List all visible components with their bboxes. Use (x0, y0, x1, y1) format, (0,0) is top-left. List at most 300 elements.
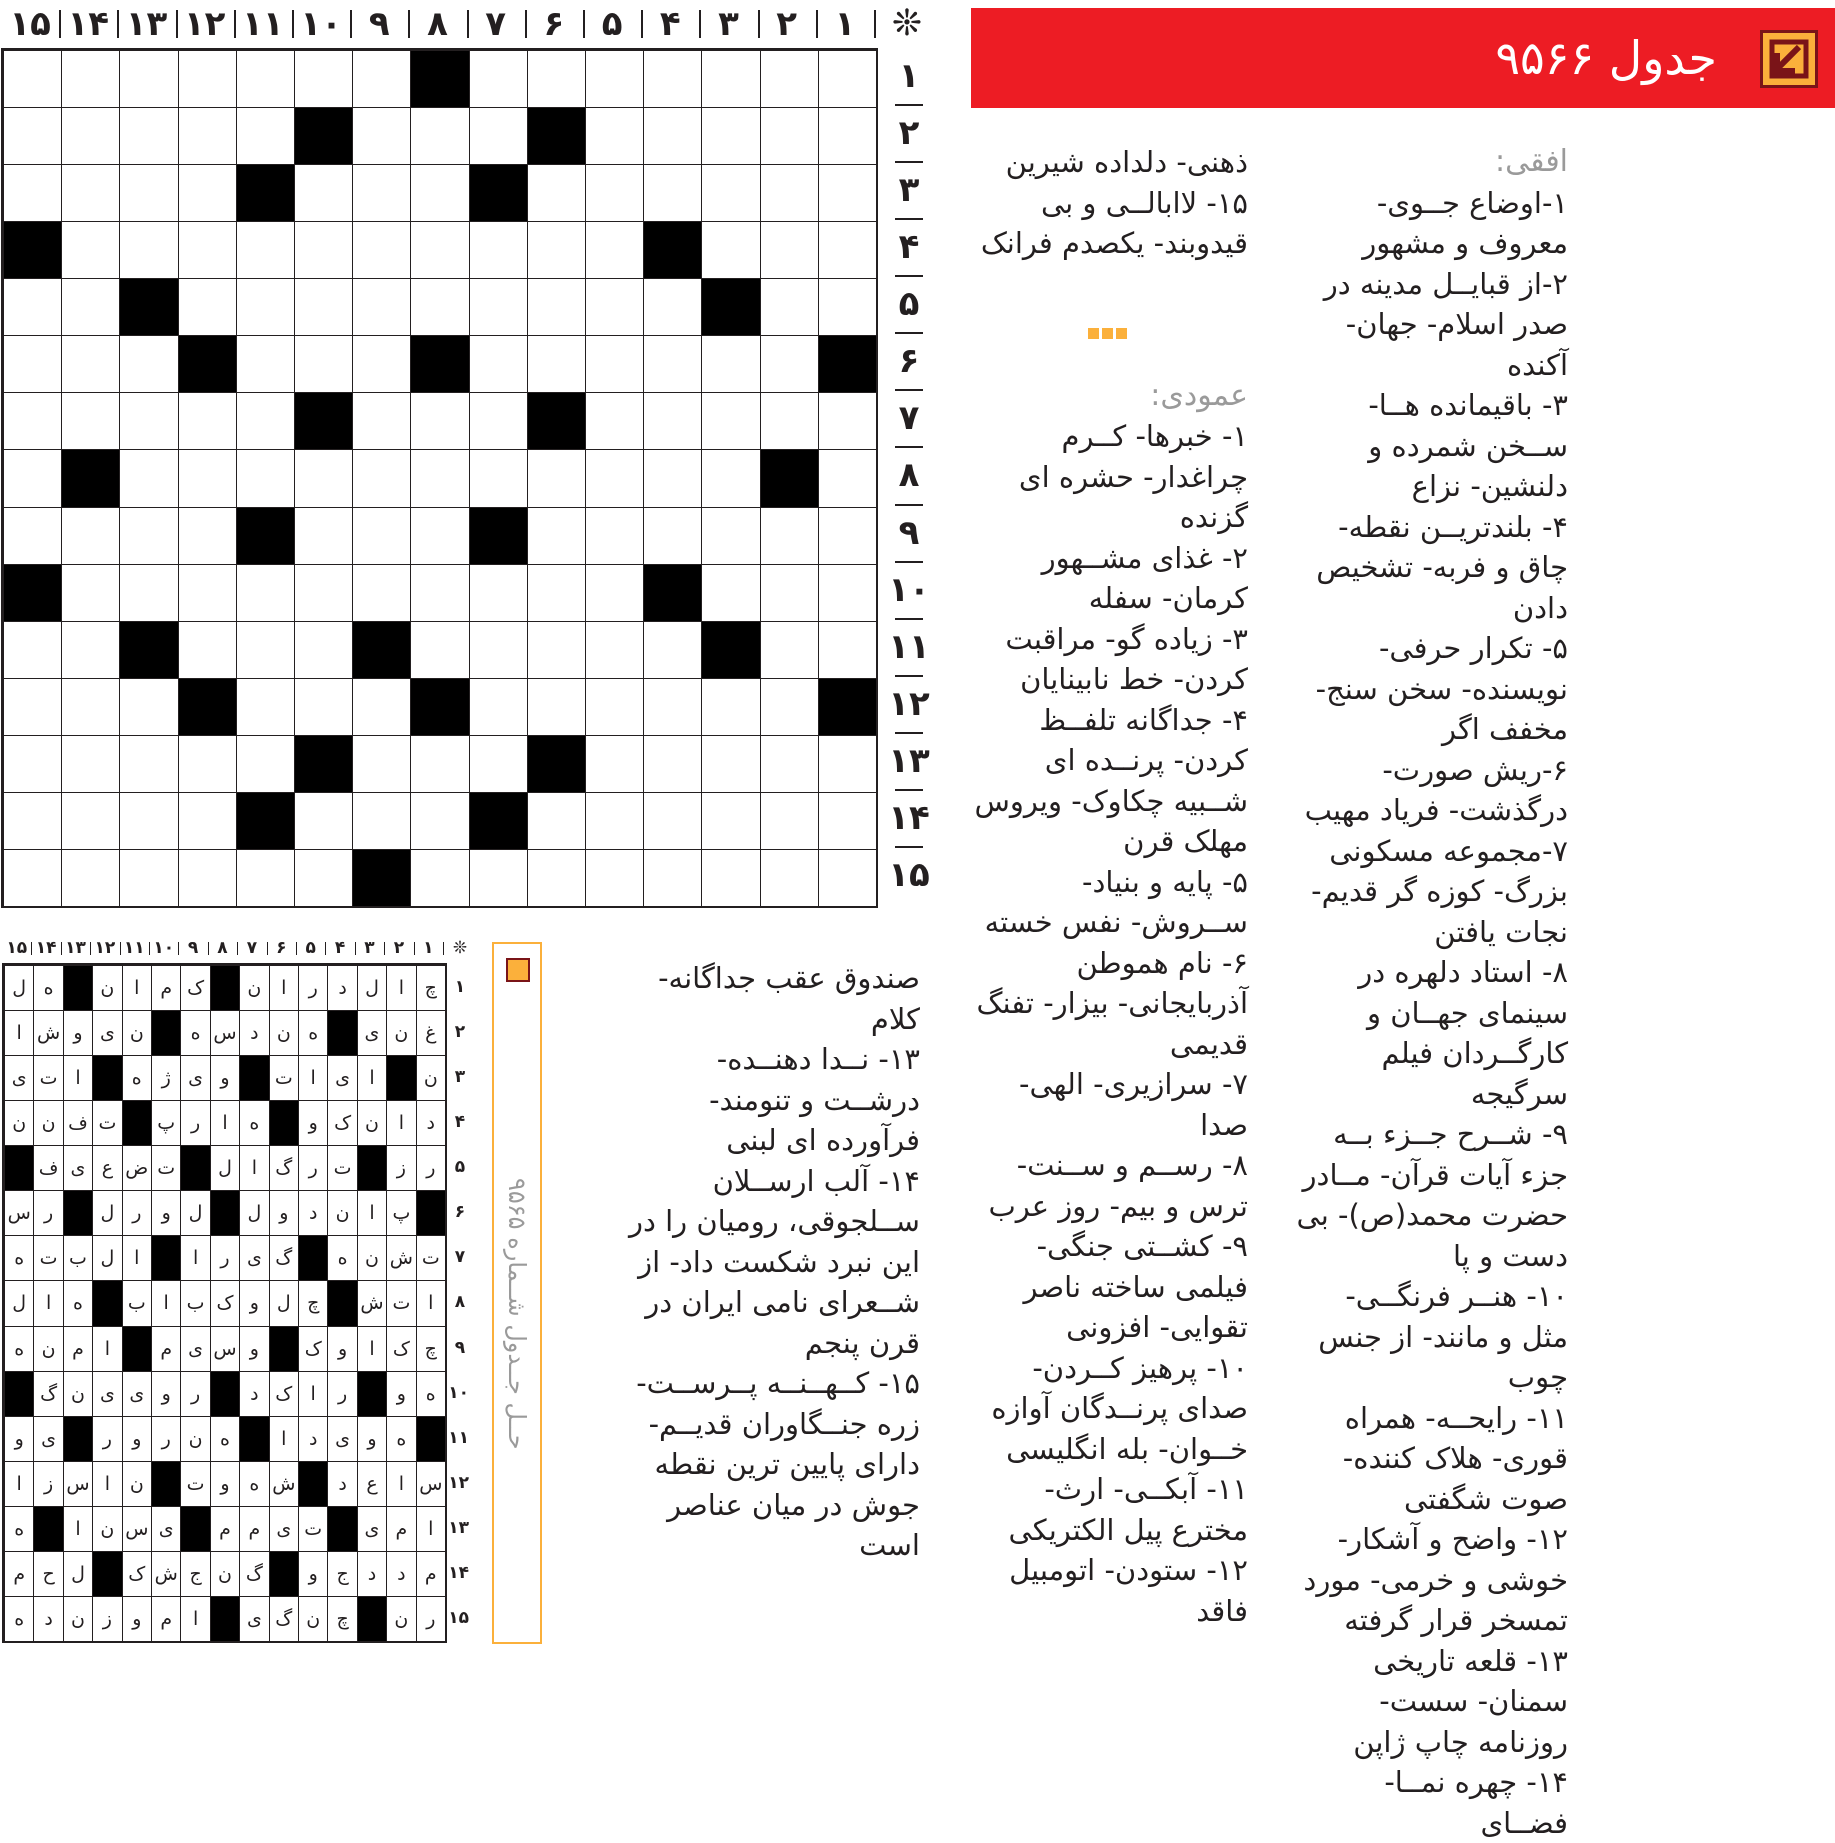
solution-cell: ی (180, 1055, 210, 1101)
grid-cell (178, 221, 237, 279)
grid-cell (352, 678, 411, 736)
solution-cell: و (298, 1100, 328, 1146)
across-clue: ۱۳- قلعه تاریخی سمنان- سست- روزنامه چاپ ژاپن (1296, 1641, 1568, 1763)
solution-cell: ل (239, 1190, 269, 1236)
solution-cell: ل (63, 1551, 93, 1597)
grid-cell (527, 678, 586, 736)
grid-cell (294, 792, 353, 850)
solution-cell: د (239, 1371, 269, 1417)
solution-cell: گ (239, 1551, 269, 1597)
down-clue: ۱۳- نــدا دهنــده- درشــت و تنومند- فرآورده ای لبنی (612, 1039, 920, 1161)
grid-cell (3, 449, 62, 507)
grid-cell (294, 335, 353, 393)
solution-cell: ا (33, 1280, 63, 1326)
solution-row-number: ۸ (451, 1280, 469, 1325)
grid-cell (818, 221, 877, 279)
grid-cell (701, 678, 760, 736)
solution-cell: ی (63, 1145, 93, 1191)
solution-cell: ه (122, 1055, 152, 1101)
column-separator (292, 10, 294, 38)
solution-cell: و (122, 1416, 152, 1462)
solution-black-cell (4, 1145, 34, 1191)
across-clue: ۶-ریش صورت- درگذشت- فریاد مهیب (1296, 750, 1568, 831)
row-separator (895, 846, 923, 848)
solution-cell: س (122, 1506, 152, 1552)
column-separator (699, 10, 701, 38)
grid-cell (585, 164, 644, 222)
solution-column-number: ۱۳ (61, 935, 90, 961)
solution-black-cell (357, 1145, 387, 1191)
grid-cell (469, 335, 528, 393)
solution-cell: ا (151, 1280, 181, 1326)
solution-cell: ن (386, 1596, 416, 1642)
across-clue: ۳- باقیمانده هــا- ســخن شمرده و دلنشین- نزاع (1296, 385, 1568, 507)
grid-cell (236, 849, 295, 907)
solution-black-cell (416, 1190, 446, 1236)
solution-cell: و (151, 1371, 181, 1417)
black-cell (3, 564, 62, 622)
down-clue: ۱۲- ستودن- اتومبیل فاقد (972, 1550, 1248, 1631)
grid-cell (527, 792, 586, 850)
solution-cell: ا (4, 1461, 34, 1507)
solution-column-number: ۱۴ (31, 935, 60, 961)
separator-dots (1088, 328, 1128, 340)
grid-cell (119, 564, 178, 622)
solution-cell: س (210, 1326, 240, 1372)
solution-cell: ن (92, 1506, 122, 1552)
grid-cell (585, 50, 644, 108)
column-number: ۴ (641, 2, 699, 46)
grid-cell (119, 392, 178, 450)
grid-cell (294, 678, 353, 736)
solution-cell: ع (357, 1461, 387, 1507)
column-number: ۱۲ (176, 2, 234, 46)
solution-cell: ی (151, 1506, 181, 1552)
row-separator (895, 446, 923, 448)
row-number: ۱۰ (885, 562, 933, 619)
solution-column-separator (149, 942, 150, 955)
solution-column-separator (178, 942, 179, 955)
grid-cell (469, 735, 528, 793)
solution-cell: ر (122, 1190, 152, 1236)
solution-cell: ن (357, 1235, 387, 1281)
solution-cell: ا (92, 1461, 122, 1507)
solution-row-number: ۱۰ (451, 1371, 469, 1416)
solution-label-panel (492, 942, 542, 1644)
solution-cell: ا (298, 1371, 328, 1417)
grid-cell (643, 278, 702, 336)
across-clue: ۵- تکرار حرفی- نویسنده- سخن سنج- مخفف اگر (1296, 628, 1568, 750)
solution-black-cell (180, 1145, 210, 1191)
grid-cell (643, 449, 702, 507)
grid-cell (61, 678, 120, 736)
grid-cell (585, 735, 644, 793)
solution-cell: ج (327, 1551, 357, 1597)
solution-cell: س (4, 1190, 34, 1236)
solution-cell: ه (180, 1010, 210, 1056)
solution-black-cell (386, 1055, 416, 1101)
solution-cell: ا (416, 1506, 446, 1552)
grid-cell (585, 278, 644, 336)
grid-cell (818, 849, 877, 907)
down-clues-continued-column (612, 958, 920, 1566)
solution-cell: ه (210, 1416, 240, 1462)
grid-cell (61, 278, 120, 336)
solution-cell: ت (33, 1235, 63, 1281)
grid-cell (527, 335, 586, 393)
solution-cell: ه (4, 1326, 34, 1372)
solution-cell: ل (269, 1280, 299, 1326)
grid-cell (61, 164, 120, 222)
grid-cell (61, 507, 120, 565)
column-separator (350, 10, 352, 38)
grid-cell (294, 449, 353, 507)
row-number: ۲ (885, 105, 933, 162)
solution-cell: ر (151, 1416, 181, 1462)
solution-row-number: ۱۲ (451, 1461, 469, 1506)
solution-cell: ی (327, 1055, 357, 1101)
black-cell (469, 792, 528, 850)
row-number: ۱۳ (885, 733, 933, 790)
solution-black-cell (92, 1551, 122, 1597)
solution-cell: پ (151, 1100, 181, 1146)
row-number: ۴ (885, 219, 933, 276)
grid-cell (352, 507, 411, 565)
solution-cell: ن (63, 1371, 93, 1417)
column-number: ۱۱ (234, 2, 292, 46)
grid-cell (178, 849, 237, 907)
solution-cell: ن (327, 1190, 357, 1236)
grid-cell (61, 392, 120, 450)
solution-row-number: ۹ (451, 1326, 469, 1371)
grid-cell (818, 449, 877, 507)
grid-cell (469, 678, 528, 736)
grid-cell (643, 792, 702, 850)
column-number: ۱۳ (117, 2, 175, 46)
grid-cell (527, 164, 586, 222)
column-separator (816, 10, 818, 38)
solution-black-cell (298, 1461, 328, 1507)
grid-cell (352, 107, 411, 165)
solution-cell: ن (416, 1055, 446, 1101)
grid-cell (410, 507, 469, 565)
grid-cell (643, 392, 702, 450)
solution-cell: ل (92, 1235, 122, 1281)
column-separator (525, 10, 527, 38)
across-clue: ۱۰- هنــر فرنگــی- مثل و مانند- از جنس چوب (1296, 1276, 1568, 1398)
solution-cell: ت (151, 1145, 181, 1191)
row-number: ۱۴ (885, 790, 933, 847)
across-clues-column (1296, 142, 1568, 1843)
solution-column-separator (208, 942, 209, 955)
grid-cell (585, 564, 644, 622)
grid-cell (236, 735, 295, 793)
solution-black-cell (122, 1100, 152, 1146)
down-clue: ۱۰- پرهیز کــردن- صدای پرنــدگان آوازه خــوان- بله انگلیسی (972, 1348, 1248, 1470)
solution-cell: م (416, 1551, 446, 1597)
solution-cell: ا (180, 1235, 210, 1281)
column-number: ۸ (408, 2, 466, 46)
solution-cell: و (239, 1280, 269, 1326)
grid-cell (585, 221, 644, 279)
black-cell (294, 735, 353, 793)
solution-black-cell (416, 1416, 446, 1462)
grid-cell (527, 564, 586, 622)
row-separator (895, 618, 923, 620)
grid-cell (352, 221, 411, 279)
grid-cell (410, 735, 469, 793)
solution-cell: ش (269, 1461, 299, 1507)
solution-cell: ا (239, 1145, 269, 1191)
solution-cell: ف (63, 1100, 93, 1146)
grid-cell (410, 792, 469, 850)
grid-cell (352, 164, 411, 222)
solution-cell: ا (180, 1596, 210, 1642)
solution-cell: م (63, 1326, 93, 1372)
solution-cell: ه (33, 965, 63, 1011)
grid-cell (236, 449, 295, 507)
grid-cell (3, 278, 62, 336)
solution-column-number: ۱۱ (120, 935, 149, 961)
solution-black-cell (63, 1190, 93, 1236)
crossword-grid-area (0, 0, 880, 1035)
down-clue: ۵- پایه و بنیاد- ســروش- نفس خسته (972, 862, 1248, 943)
solution-black-cell (210, 965, 240, 1011)
solution-black-cell (210, 1190, 240, 1236)
black-cell (236, 164, 295, 222)
solution-column-number: ۹ (178, 935, 207, 961)
solution-cell: ی (357, 1506, 387, 1552)
grid-cell (469, 278, 528, 336)
row-numbers (885, 48, 933, 908)
down-clue-list-continued (612, 958, 920, 1566)
solution-cell: ا (269, 1416, 299, 1462)
solution-column-number: ۱۵ (2, 935, 31, 961)
grid-cell (643, 107, 702, 165)
grid-cell (61, 735, 120, 793)
solution-cell: و (210, 1461, 240, 1507)
grid-cell (294, 507, 353, 565)
solution-cell: ش (357, 1280, 387, 1326)
grid-cell (61, 221, 120, 279)
grid-cell (119, 107, 178, 165)
grid-cell (701, 792, 760, 850)
solution-cell: ب (63, 1235, 93, 1281)
solution-cell: ن (33, 1100, 63, 1146)
grid-cell (527, 449, 586, 507)
solution-column-separator (355, 942, 356, 955)
grid-cell (469, 221, 528, 279)
column-separator (408, 10, 410, 38)
solution-cell: و (327, 1326, 357, 1372)
solution-cell: ن (33, 1326, 63, 1372)
solution-cell: م (151, 965, 181, 1011)
black-cell (527, 107, 586, 165)
row-separator (895, 389, 923, 391)
solution-cell: ن (357, 1100, 387, 1146)
solution-black-cell (63, 1416, 93, 1462)
solution-cell: ا (4, 1010, 34, 1056)
solution-column-separator (267, 942, 268, 955)
row-number: ۱۲ (885, 676, 933, 733)
black-cell (352, 849, 411, 907)
across-clue: ۹- شــرح جــزء بــه جزء آیات قرآن- مــادر حضرت محمد(ص)- بی دست و پا (1296, 1114, 1568, 1276)
black-cell (469, 507, 528, 565)
grid-cell (178, 449, 237, 507)
solution-black-cell (63, 965, 93, 1011)
grid-cell (469, 107, 528, 165)
grid-cell (701, 449, 760, 507)
solution-cell: ن (63, 1596, 93, 1642)
grid-cell (61, 50, 120, 108)
column-number: ۱۴ (59, 2, 117, 46)
grid-cell (585, 621, 644, 679)
grid-cell (818, 164, 877, 222)
solution-column-separator (31, 942, 32, 955)
solution-cell: ج (180, 1551, 210, 1597)
across-clue: ۷-مجموعه مسکونی بزرگ- کوزه گر قدیم- نجات یافتن (1296, 831, 1568, 953)
solution-cell: ن (210, 1551, 240, 1597)
row-number: ۱۵ (885, 847, 933, 904)
down-clue: ۴- جداگانه تلفــظ کردن- پرنــده ای شــبیه چکاوک- ویروس مهلک قرن (972, 700, 1248, 862)
solution-cell: ی (269, 1506, 299, 1552)
solution-black-cell (269, 1100, 299, 1146)
solution-cell: م (210, 1506, 240, 1552)
column-separator (59, 10, 61, 38)
black-cell (527, 735, 586, 793)
grid-cell (61, 849, 120, 907)
column-number: ۱ (816, 2, 874, 46)
solution-cell: ی (180, 1326, 210, 1372)
down-clue: ۱۱- آبکــی- ارث- مخترع پیل الکتریکی (972, 1469, 1248, 1550)
black-cell (352, 621, 411, 679)
row-separator (895, 789, 923, 791)
solution-row-number: ۵ (451, 1145, 469, 1190)
grid-cell (527, 278, 586, 336)
solution-grid-area (0, 935, 470, 1645)
grid-cell (760, 335, 819, 393)
solution-cell: ا (357, 1055, 387, 1101)
solution-black-cell (269, 1326, 299, 1372)
solution-cell: ا (63, 1055, 93, 1101)
solution-cell: و (357, 1416, 387, 1462)
puzzle-title: جدول ۹۵۶۶ (1495, 8, 1717, 108)
across-clue-list (1296, 183, 1568, 1843)
across-clue: ۴- بلندتریــن نقطه- چاق و فربه- تشخیص دادن (1296, 507, 1568, 629)
solution-cell: چ (416, 965, 446, 1011)
grid-cell (760, 849, 819, 907)
down-clue: ۱۵- کــهــنــه پــرســت- زره جنــگاوران قدیــم- دارای پایین ترین نقطه جوش در میان عناصر است (612, 1363, 920, 1566)
grid-cell (3, 621, 62, 679)
column-number: ۱۰ (292, 2, 350, 46)
solution-column-separator (61, 942, 62, 955)
grid-cell (352, 735, 411, 793)
grid-cell (701, 735, 760, 793)
grid-cell (236, 50, 295, 108)
grid-cell (643, 164, 702, 222)
grid-cell (527, 849, 586, 907)
solution-row-number: ۶ (451, 1190, 469, 1235)
grid-cell (701, 335, 760, 393)
grid-cell (527, 621, 586, 679)
across-clue: ۱۲- واضح و آشکار- خوشی و خرمی- مورد تمسخر قرار گرفته (1296, 1519, 1568, 1641)
solution-cell: م (4, 1551, 34, 1597)
black-cell (410, 50, 469, 108)
down-heading: عمودی: (972, 376, 1248, 417)
down-clue: ۳- زیاده گو- مراقبت کردن- خط نابینایان (972, 619, 1248, 700)
solution-column-separator (90, 942, 91, 955)
grid-cell (469, 392, 528, 450)
grid-cell (643, 335, 702, 393)
solution-column-number: ۱۰ (149, 935, 178, 961)
column-separator (641, 10, 643, 38)
solution-cell: ن (4, 1100, 34, 1146)
solution-cell: ن (269, 1010, 299, 1056)
solution-row-number: ۱۵ (451, 1596, 469, 1641)
grid-cell (643, 50, 702, 108)
grid-cell (643, 849, 702, 907)
grid-cell (760, 507, 819, 565)
grid-cell (352, 792, 411, 850)
solution-cell: ا (416, 1280, 446, 1326)
solution-cell: و (63, 1010, 93, 1056)
solution-cell: ک (298, 1326, 328, 1372)
brand-logo-small-icon (506, 958, 530, 982)
row-number: ۵ (885, 276, 933, 333)
solution-black-cell (239, 1416, 269, 1462)
solution-black-cell (327, 1010, 357, 1056)
solution-cell: ش (386, 1235, 416, 1281)
grid-cell (3, 164, 62, 222)
grid-cell (410, 449, 469, 507)
solution-cell: ک (327, 1100, 357, 1146)
grid-cell (701, 164, 760, 222)
row-separator (895, 732, 923, 734)
grid-cell (643, 678, 702, 736)
solution-cell: ر (298, 1145, 328, 1191)
grid-cell (294, 849, 353, 907)
solution-cell: ا (386, 1100, 416, 1146)
black-cell (818, 335, 877, 393)
black-cell (178, 678, 237, 736)
row-number: ۹ (885, 505, 933, 562)
solution-column-separator (296, 942, 297, 955)
across-heading: افقی: (1296, 142, 1568, 183)
solution-cell: و (386, 1371, 416, 1417)
grid-cell (236, 392, 295, 450)
solution-cell: ن (386, 1010, 416, 1056)
grid-cell (818, 792, 877, 850)
grid-cell (643, 507, 702, 565)
row-number: ۳ (885, 162, 933, 219)
solution-cell: ی (92, 1010, 122, 1056)
solution-cell: ی (357, 1010, 387, 1056)
black-cell (469, 164, 528, 222)
grid-cell (178, 392, 237, 450)
solution-cell: ن (92, 965, 122, 1011)
grid-cell (760, 221, 819, 279)
solution-cell: ی (33, 1416, 63, 1462)
grid-cell (119, 164, 178, 222)
solution-cell: س (210, 1010, 240, 1056)
row-separator (895, 332, 923, 334)
solution-cell: ی (239, 1596, 269, 1642)
solution-cell: ن (239, 965, 269, 1011)
down-clue: ۱- خبرها- کــرم چراغدار- حشره ای گزنده (972, 416, 1248, 538)
grid-cell (236, 221, 295, 279)
solution-cell: ک (269, 1371, 299, 1417)
grid-cell (585, 849, 644, 907)
